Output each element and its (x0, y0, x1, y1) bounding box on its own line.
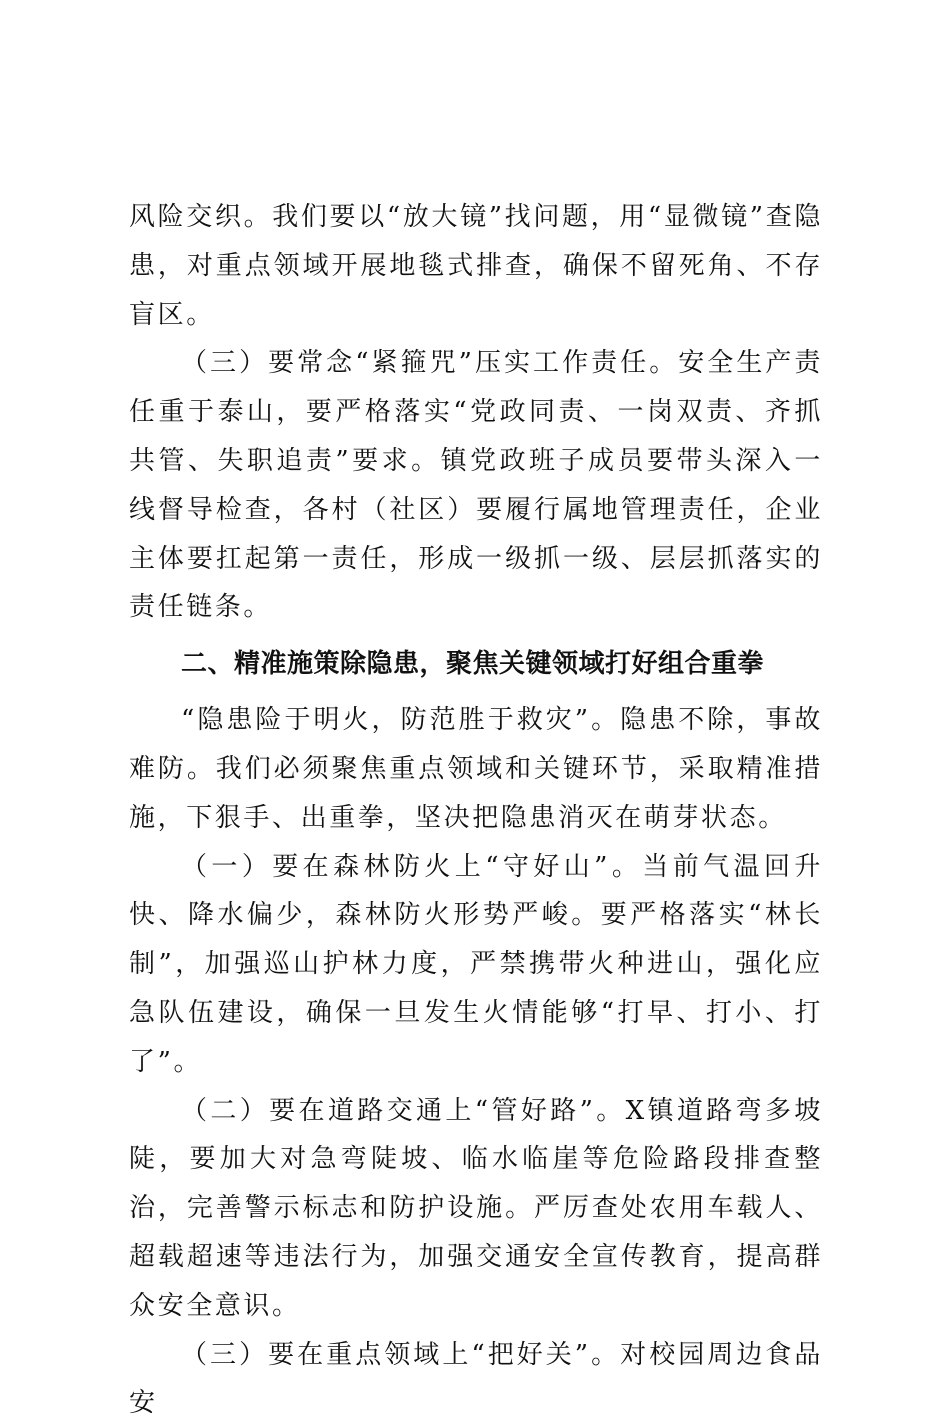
paragraph-forest-fire: （一）要在森林防火上“守好山”。当前气温回升快、降水偏少，森林防火形势严峻。要严格落实“林长制”，加强巡山护林力度，严禁携带火种进山，强化应急队伍建设，确保一旦发生火情能够“打早、打小、打了”。 (129, 851, 823, 1077)
document-page (129, 193, 823, 1428)
paragraph-road-traffic: （二）要在道路交通上“管好路”。X镇道路弯多坡陡，要加大对急弯陡坡、临水临崖等危险路段排查整治，完善警示标志和防护设施。严厉查处农用车载人、超载超速等违法行为，加强交通安全宣传教育，提高群众安全意识。 (129, 1095, 823, 1321)
section-heading-two: 二、精准施策除隐患，聚焦关键领域打好组合重拳 (181, 649, 765, 680)
paragraph-responsibility: （三）要常念“紧箍咒”压实工作责任。安全生产责任重于泰山，要严格落实“党政同责、一岗双责、齐抓共管、失职追责”要求。镇党政班子成员要带头深入一线督导检查，各村（社区）要履行属地管理责任，企业主体要扛起第一责任，形成一级抓一级、层层抓落实的责任链条。 (129, 348, 823, 623)
paragraph-hazard-intro: “隐患险于明火，防范胜于救灾”。隐患不除，事故难防。我们必须聚焦重点领域和关键环节，采取精准措施，下狠手、出重拳，坚决把隐患消灭在萌芽状态。 (129, 705, 823, 833)
paragraph-key-areas: （三）要在重点领域上“把好关”。对校园周边食品安 (129, 1339, 823, 1419)
paragraph-continuation-risk-inspection: 风险交织。我们要以“放大镜”找问题，用“显微镜”查隐患，对重点领域开展地毯式排查，确保不留死角、不存盲区。 (129, 202, 823, 330)
